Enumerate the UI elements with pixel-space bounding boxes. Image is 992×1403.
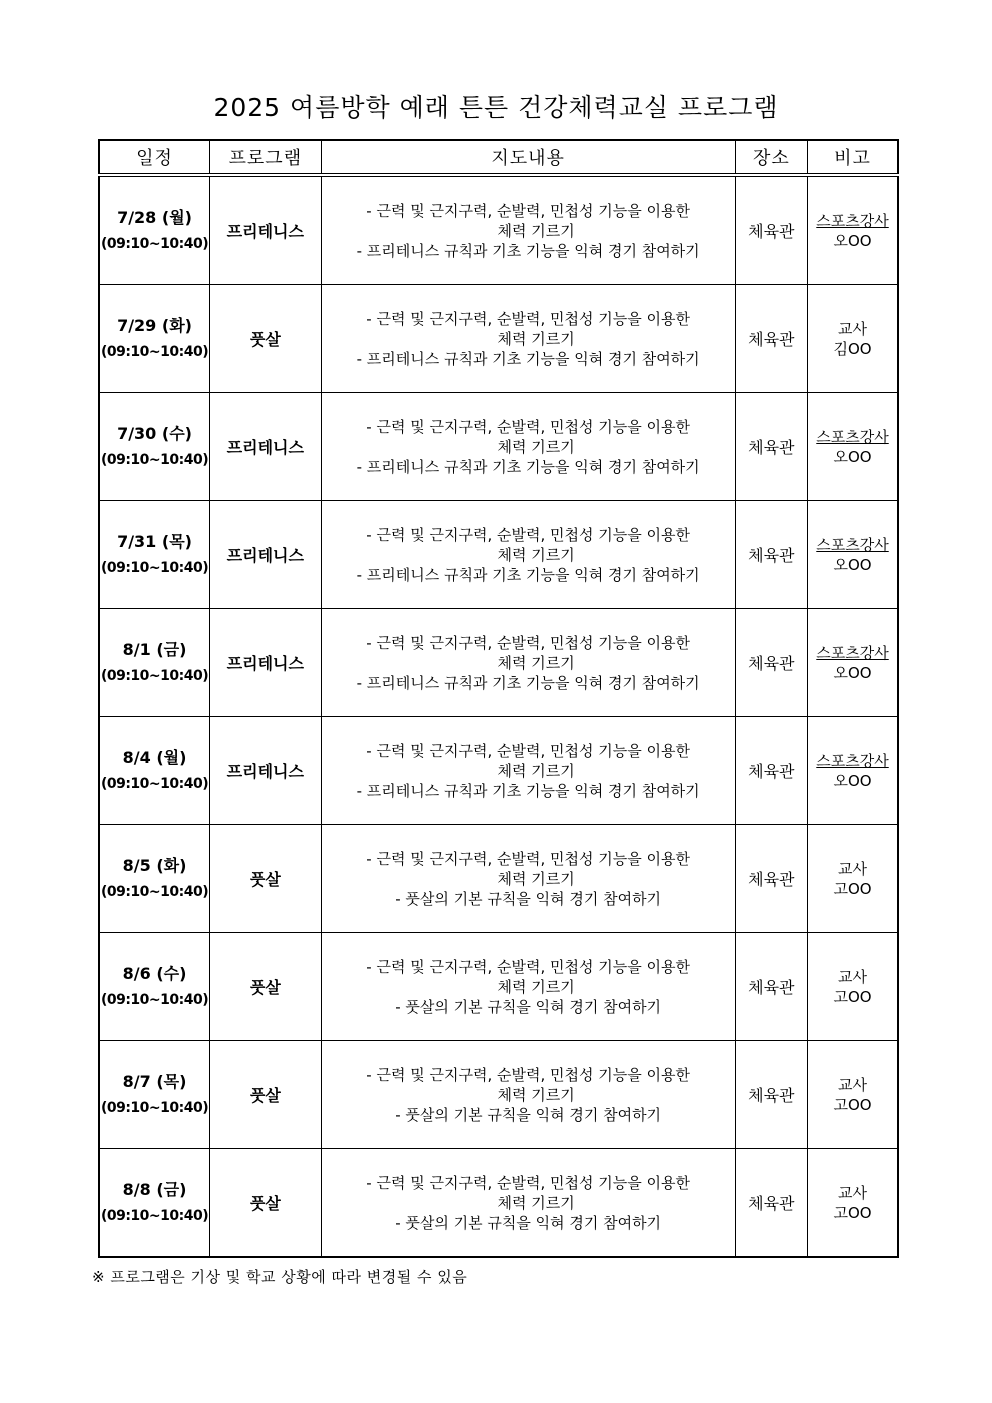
program-cell: 프리테니스 — [210, 501, 322, 609]
header-date: 일정 — [99, 140, 210, 175]
note-role: 스포츠강사 — [816, 643, 889, 662]
content-line: - 근력 및 근지구력, 순발력, 민첩성 기능을 이용한 — [366, 957, 690, 976]
place-cell: 체육관 — [735, 285, 807, 393]
header-program: 프로그램 — [210, 140, 322, 175]
note-name: 고OO — [833, 987, 872, 1006]
date: 7/28 (월) — [117, 207, 192, 227]
table-header-row — [99, 140, 898, 175]
content-cell — [321, 825, 735, 933]
date-cell — [99, 175, 210, 285]
content-cell — [321, 501, 735, 609]
date: 7/31 (목) — [117, 531, 192, 551]
note-name: 고OO — [833, 1095, 872, 1114]
note-role: 스포츠강사 — [816, 751, 889, 770]
date: 8/5 (화) — [122, 855, 187, 875]
time: (09:10~10:40) — [100, 1207, 209, 1224]
content-line: - 풋살의 기본 규칙을 익혀 경기 참여하기 — [395, 997, 662, 1016]
table-row — [99, 393, 898, 501]
date: 8/8 (금) — [122, 1179, 187, 1199]
date: 8/4 (월) — [122, 747, 187, 767]
table-row — [99, 285, 898, 393]
date-cell — [99, 825, 210, 933]
table-row — [99, 717, 898, 825]
note-name: 김OO — [833, 339, 872, 358]
content-line: - 근력 및 근지구력, 순발력, 민첩성 기능을 이용한 — [366, 525, 690, 544]
time: (09:10~10:40) — [100, 775, 209, 792]
header-content: 지도내용 — [321, 140, 735, 175]
table-row — [99, 501, 898, 609]
table-row — [99, 609, 898, 717]
date-cell — [99, 285, 210, 393]
content-line: 체력 기르기 — [497, 437, 575, 456]
content-line: - 근력 및 근지구력, 순발력, 민첩성 기능을 이용한 — [366, 417, 690, 436]
time: (09:10~10:40) — [100, 667, 209, 684]
date-cell — [99, 501, 210, 609]
note-cell — [808, 933, 898, 1041]
note-role: 교사 — [838, 1075, 867, 1094]
program-cell: 프리테니스 — [210, 717, 322, 825]
note-role: 교사 — [838, 1183, 867, 1202]
content-cell — [321, 285, 735, 393]
program-cell: 풋살 — [210, 933, 322, 1041]
content-line: 체력 기르기 — [497, 761, 575, 780]
content-cell — [321, 609, 735, 717]
content-line: - 풋살의 기본 규칙을 익혀 경기 참여하기 — [395, 1105, 662, 1124]
date-cell — [99, 717, 210, 825]
table-row — [99, 933, 898, 1041]
place-cell: 체육관 — [735, 933, 807, 1041]
content-line: - 근력 및 근지구력, 순발력, 민첩성 기능을 이용한 — [366, 1173, 690, 1192]
content-line: - 프리테니스 규칙과 기초 기능을 익혀 경기 참여하기 — [356, 457, 700, 476]
note-name: 고OO — [833, 1203, 872, 1222]
note-name: 오OO — [833, 771, 872, 790]
note-cell — [808, 1149, 898, 1258]
note-name: 오OO — [833, 555, 872, 574]
note-cell — [808, 1041, 898, 1149]
date-cell — [99, 1041, 210, 1149]
note-cell — [808, 393, 898, 501]
place-cell: 체육관 — [735, 501, 807, 609]
content-line: - 근력 및 근지구력, 순발력, 민첩성 기능을 이용한 — [366, 633, 690, 652]
content-line: 체력 기르기 — [497, 545, 575, 564]
content-line: 체력 기르기 — [497, 653, 575, 672]
content-cell — [321, 393, 735, 501]
content-line: - 근력 및 근지구력, 순발력, 민첩성 기능을 이용한 — [366, 741, 690, 760]
program-cell: 풋살 — [210, 825, 322, 933]
table-row — [99, 175, 898, 285]
content-cell — [321, 1149, 735, 1258]
time: (09:10~10:40) — [100, 451, 209, 468]
content-line: - 근력 및 근지구력, 순발력, 민첩성 기능을 이용한 — [366, 309, 690, 328]
content-line: - 근력 및 근지구력, 순발력, 민첩성 기능을 이용한 — [366, 1065, 690, 1084]
note-name: 오OO — [833, 663, 872, 682]
content-line: - 근력 및 근지구력, 순발력, 민첩성 기능을 이용한 — [366, 849, 690, 868]
program-cell: 프리테니스 — [210, 393, 322, 501]
program-cell: 풋살 — [210, 1149, 322, 1258]
content-line: - 프리테니스 규칙과 기초 기능을 익혀 경기 참여하기 — [356, 781, 700, 800]
table-row — [99, 1041, 898, 1149]
date: 8/1 (금) — [122, 639, 187, 659]
content-line: 체력 기르기 — [497, 869, 575, 888]
program-cell: 풋살 — [210, 1041, 322, 1149]
header-place: 장소 — [735, 140, 807, 175]
note-role: 교사 — [838, 319, 867, 338]
note-name: 오OO — [833, 447, 872, 466]
content-line: - 프리테니스 규칙과 기초 기능을 익혀 경기 참여하기 — [356, 241, 700, 260]
note-role: 스포츠강사 — [816, 535, 889, 554]
date: 8/6 (수) — [122, 963, 187, 983]
note-cell — [808, 175, 898, 285]
content-line: - 프리테니스 규칙과 기초 기능을 익혀 경기 참여하기 — [356, 565, 700, 584]
content-line: - 프리테니스 규칙과 기초 기능을 익혀 경기 참여하기 — [356, 349, 700, 368]
schedule-table — [98, 139, 899, 1258]
note-name: 고OO — [833, 879, 872, 898]
content-line: - 프리테니스 규칙과 기초 기능을 익혀 경기 참여하기 — [356, 673, 700, 692]
content-line: 체력 기르기 — [497, 977, 575, 996]
content-line: - 풋살의 기본 규칙을 익혀 경기 참여하기 — [395, 889, 662, 908]
program-cell: 프리테니스 — [210, 175, 322, 285]
time: (09:10~10:40) — [100, 1099, 209, 1116]
date-cell — [99, 1149, 210, 1258]
note-cell — [808, 501, 898, 609]
note-cell — [808, 609, 898, 717]
date-cell — [99, 609, 210, 717]
content-line: 체력 기르기 — [497, 1085, 575, 1104]
note-role: 스포츠강사 — [816, 211, 889, 230]
place-cell: 체육관 — [735, 1041, 807, 1149]
table-row — [99, 1149, 898, 1258]
content-cell — [321, 1041, 735, 1149]
date: 8/7 (목) — [122, 1071, 187, 1091]
note-cell — [808, 717, 898, 825]
content-line: - 근력 및 근지구력, 순발력, 민첩성 기능을 이용한 — [366, 201, 690, 220]
content-line: - 풋살의 기본 규칙을 익혀 경기 참여하기 — [395, 1213, 662, 1232]
place-cell: 체육관 — [735, 1149, 807, 1258]
table-row — [99, 825, 898, 933]
program-cell: 프리테니스 — [210, 609, 322, 717]
date: 7/29 (화) — [117, 315, 192, 335]
note-name: 오OO — [833, 231, 872, 250]
header-note: 비고 — [808, 140, 898, 175]
place-cell: 체육관 — [735, 717, 807, 825]
time: (09:10~10:40) — [100, 559, 209, 576]
page-title: 2025 여름방학 예래 튼튼 건강체력교실 프로그램 — [213, 93, 779, 122]
note-cell — [808, 825, 898, 933]
content-cell — [321, 933, 735, 1041]
place-cell: 체육관 — [735, 175, 807, 285]
note-role: 교사 — [838, 967, 867, 986]
date: 7/30 (수) — [117, 423, 192, 443]
date-cell — [99, 393, 210, 501]
note-role: 교사 — [838, 859, 867, 878]
place-cell: 체육관 — [735, 825, 807, 933]
content-line: 체력 기르기 — [497, 329, 575, 348]
program-cell: 풋살 — [210, 285, 322, 393]
content-cell — [321, 717, 735, 825]
content-cell — [321, 175, 735, 285]
place-cell: 체육관 — [735, 609, 807, 717]
content-line: 체력 기르기 — [497, 1193, 575, 1212]
note-role: 스포츠강사 — [816, 427, 889, 446]
time: (09:10~10:40) — [100, 235, 209, 252]
time: (09:10~10:40) — [100, 991, 209, 1008]
place-cell: 체육관 — [735, 393, 807, 501]
time: (09:10~10:40) — [100, 343, 209, 360]
note-cell — [808, 285, 898, 393]
time: (09:10~10:40) — [100, 883, 209, 900]
content-line: 체력 기르기 — [497, 221, 575, 240]
footnote: ※ 프로그램은 기상 및 학교 상황에 따라 변경될 수 있음 — [92, 1268, 468, 1286]
date-cell — [99, 933, 210, 1041]
